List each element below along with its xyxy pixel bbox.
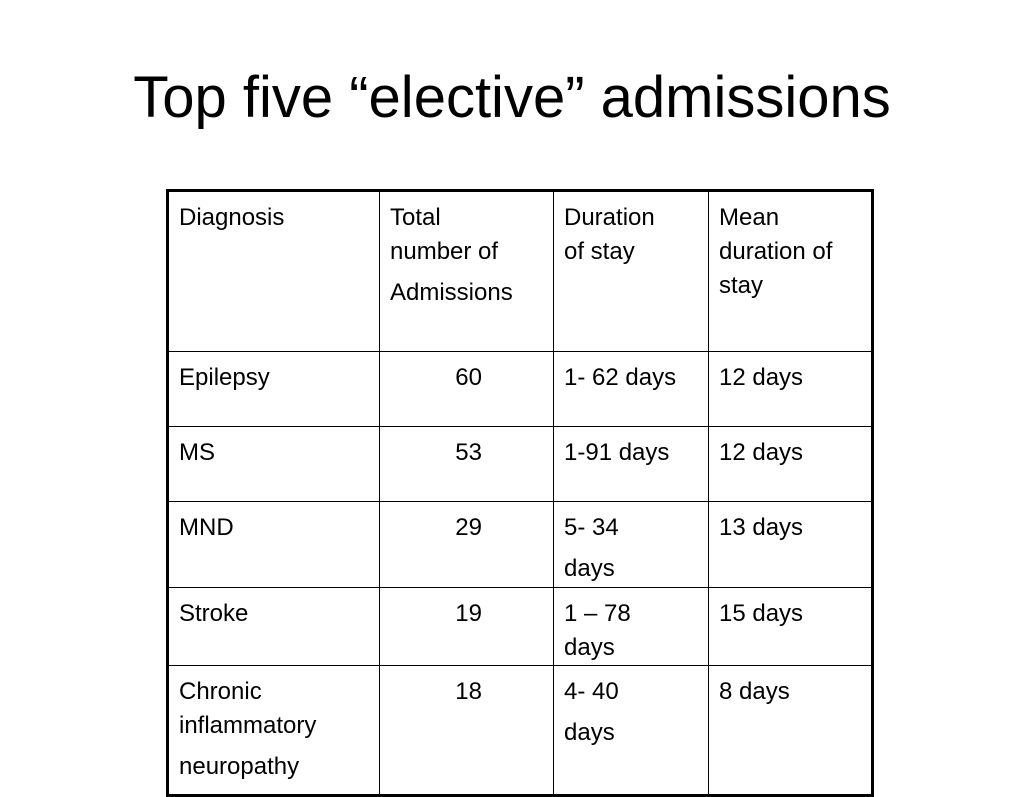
diagnosis-text: Chronic xyxy=(179,678,262,705)
header-text: Duration xyxy=(564,204,655,231)
duration-cell xyxy=(554,427,709,502)
table-row xyxy=(168,588,873,666)
header-cell-total-admissions xyxy=(380,191,554,352)
diagnosis-cell xyxy=(168,502,380,588)
header-cell-duration xyxy=(554,191,709,352)
header-text: number of xyxy=(390,238,499,265)
duration-cell xyxy=(554,666,709,796)
table-row xyxy=(168,502,873,588)
header-text: stay xyxy=(719,272,764,299)
duration-text: days xyxy=(564,634,615,661)
duration-text: days xyxy=(564,555,615,582)
total-cell: 60 xyxy=(380,352,554,427)
diagnosis-cell xyxy=(168,588,380,666)
duration-text: 4- 40 xyxy=(564,678,619,705)
diagnosis-cell xyxy=(168,352,380,427)
table-header-row xyxy=(168,191,873,352)
duration-text: 5- 34 xyxy=(564,514,619,541)
duration-text: 1 – 78 xyxy=(564,600,631,627)
table-row xyxy=(168,427,873,502)
diagnosis-cell xyxy=(168,427,380,502)
diagnosis-text: MND xyxy=(179,514,234,541)
diagnosis-text: neuropathy xyxy=(179,753,300,780)
mean-cell: 12 days xyxy=(709,427,873,502)
total-cell: 29 xyxy=(380,502,554,588)
diagnosis-text: MS xyxy=(179,439,215,466)
header-text: Diagnosis xyxy=(179,204,285,231)
table-row xyxy=(168,666,873,796)
header-text: Admissions xyxy=(390,279,513,306)
diagnosis-text: inflammatory xyxy=(179,712,317,739)
duration-cell xyxy=(554,588,709,666)
mean-cell: 15 days xyxy=(709,588,873,666)
total-cell: 18 xyxy=(380,666,554,796)
table-row xyxy=(168,352,873,427)
mean-cell: 13 days xyxy=(709,502,873,588)
duration-cell xyxy=(554,352,709,427)
header-text: of stay xyxy=(564,238,635,265)
mean-cell: 8 days xyxy=(709,666,873,796)
admissions-table xyxy=(166,189,874,797)
total-cell: 19 xyxy=(380,588,554,666)
header-text: Mean xyxy=(719,204,780,231)
mean-cell: 12 days xyxy=(709,352,873,427)
slide-title: Top five “elective” admissions xyxy=(133,65,891,130)
diagnosis-text: Epilepsy xyxy=(179,364,270,391)
diagnosis-text: Stroke xyxy=(179,600,249,627)
diagnosis-cell xyxy=(168,666,380,796)
header-text: duration of xyxy=(719,238,833,265)
duration-text: days xyxy=(564,719,615,746)
duration-text: 1- 62 days xyxy=(564,364,677,391)
total-cell: 53 xyxy=(380,427,554,502)
duration-text: 1-91 days xyxy=(564,439,670,466)
header-text: Total xyxy=(390,204,441,231)
duration-cell xyxy=(554,502,709,588)
header-cell-mean-duration xyxy=(709,191,873,352)
header-cell-diagnosis xyxy=(168,191,380,352)
